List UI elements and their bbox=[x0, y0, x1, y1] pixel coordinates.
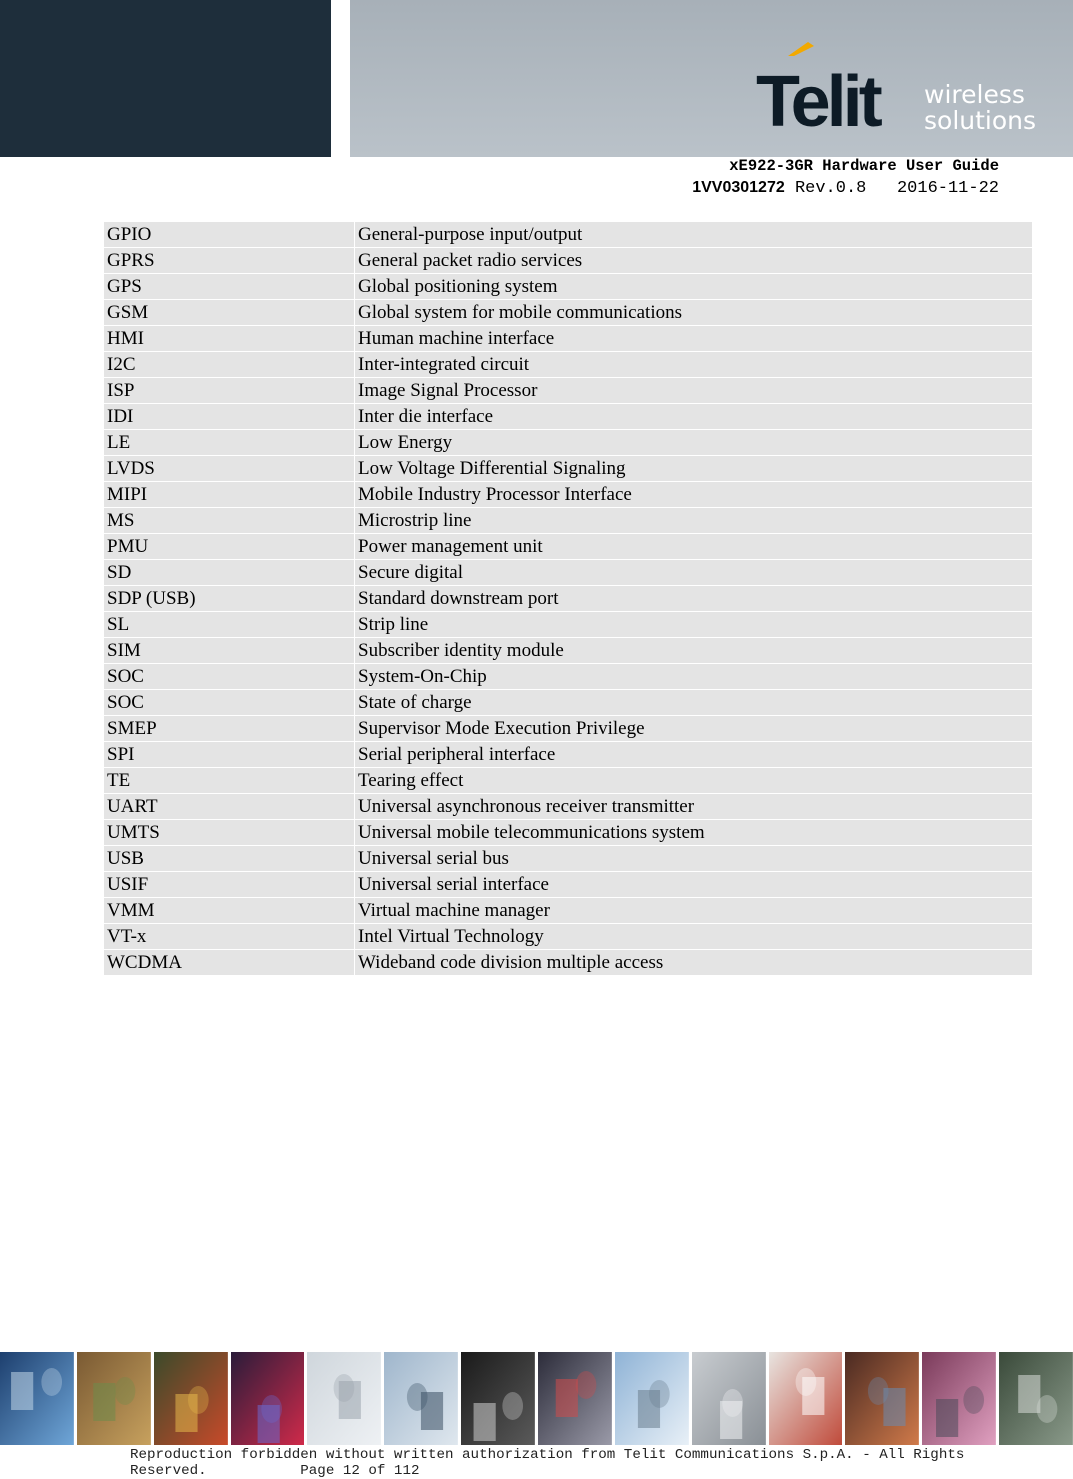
logo-wordmark: Telit bbox=[756, 62, 879, 142]
table-row bbox=[104, 742, 1033, 768]
table-row bbox=[104, 326, 1033, 352]
acronym-meaning: Universal serial interface bbox=[355, 872, 1033, 898]
meter-photo bbox=[692, 1352, 766, 1445]
acronym-meaning: Intel Virtual Technology bbox=[355, 924, 1033, 950]
acronym-abbr: VMM bbox=[104, 898, 355, 924]
acronym-abbr: TE bbox=[104, 768, 355, 794]
train-photo bbox=[845, 1352, 919, 1445]
document-title: xE922-3GR Hardware User Guide bbox=[729, 157, 999, 175]
acronym-abbr: SMEP bbox=[104, 716, 355, 742]
table-row bbox=[104, 638, 1033, 664]
acronym-abbr: MS bbox=[104, 508, 355, 534]
acronym-abbr: SD bbox=[104, 560, 355, 586]
table-row bbox=[104, 222, 1033, 248]
acronym-meaning: Universal mobile telecommunications system bbox=[355, 820, 1033, 846]
acronym-abbr: MIPI bbox=[104, 482, 355, 508]
logo-tagline bbox=[924, 82, 1036, 134]
page-number: Page 12 of 112 bbox=[300, 1463, 420, 1479]
acronym-meaning: Universal serial bus bbox=[355, 846, 1033, 872]
table-row bbox=[104, 898, 1033, 924]
acronym-abbr: SDP (USB) bbox=[104, 586, 355, 612]
acronym-meaning: Mobile Industry Processor Interface bbox=[355, 482, 1033, 508]
acronym-table bbox=[103, 221, 1033, 976]
acronym-abbr: PMU bbox=[104, 534, 355, 560]
logo-accent-icon bbox=[782, 42, 814, 56]
acronym-meaning: General packet radio services bbox=[355, 248, 1033, 274]
cyclist-photo bbox=[384, 1352, 458, 1445]
acronym-abbr: LE bbox=[104, 430, 355, 456]
acronym-meaning: Microstrip line bbox=[355, 508, 1033, 534]
table-row bbox=[104, 872, 1033, 898]
table-row bbox=[104, 820, 1033, 846]
table-row bbox=[104, 664, 1033, 690]
security-camera-photo bbox=[999, 1352, 1073, 1445]
acronym-meaning: Serial peripheral interface bbox=[355, 742, 1033, 768]
card-terminal-photo bbox=[461, 1352, 535, 1445]
table-row bbox=[104, 300, 1033, 326]
table-row bbox=[104, 378, 1033, 404]
acronym-abbr: SPI bbox=[104, 742, 355, 768]
telit-logo bbox=[752, 38, 1042, 143]
acronym-abbr: IDI bbox=[104, 404, 355, 430]
acronym-abbr: SIM bbox=[104, 638, 355, 664]
acronym-meaning: Global positioning system bbox=[355, 274, 1033, 300]
table-row bbox=[104, 248, 1033, 274]
logo-tagline-line1: wireless bbox=[924, 80, 1025, 109]
acronym-meaning: Power management unit bbox=[355, 534, 1033, 560]
table-row bbox=[104, 560, 1033, 586]
acronym-abbr: GPRS bbox=[104, 248, 355, 274]
table-row bbox=[104, 404, 1033, 430]
table-row bbox=[104, 482, 1033, 508]
acronym-table-body bbox=[104, 222, 1033, 976]
laser-lines-photo bbox=[769, 1352, 843, 1445]
footer-copyright: Reproduction forbidden without written authorization from Telit Communications S.p.A. - All Rights bbox=[130, 1447, 965, 1463]
acronym-meaning: Inter-integrated circuit bbox=[355, 352, 1033, 378]
table-row bbox=[104, 586, 1033, 612]
acronym-meaning: Subscriber identity module bbox=[355, 638, 1033, 664]
acronym-meaning: Virtual machine manager bbox=[355, 898, 1033, 924]
acronym-abbr: VT-x bbox=[104, 924, 355, 950]
logo-tagline-line2: solutions bbox=[924, 106, 1037, 135]
acronym-abbr: UMTS bbox=[104, 820, 355, 846]
table-row bbox=[104, 768, 1033, 794]
acronym-meaning: Standard downstream port bbox=[355, 586, 1033, 612]
acronym-meaning: Global system for mobile communications bbox=[355, 300, 1033, 326]
acronym-meaning: System-On-Chip bbox=[355, 664, 1033, 690]
acronym-meaning: Image Signal Processor bbox=[355, 378, 1033, 404]
acronym-meaning: State of charge bbox=[355, 690, 1033, 716]
document-meta bbox=[692, 178, 999, 199]
wind-turbines-photo bbox=[615, 1352, 689, 1445]
acronym-abbr: GPS bbox=[104, 274, 355, 300]
acronym-abbr: LVDS bbox=[104, 456, 355, 482]
table-row bbox=[104, 612, 1033, 638]
acronym-abbr: GSM bbox=[104, 300, 355, 326]
document-date: 2016-11-22 bbox=[896, 179, 999, 198]
acronym-abbr: SOC bbox=[104, 664, 355, 690]
keyboard-photo bbox=[307, 1352, 381, 1445]
traffic-photo bbox=[0, 1352, 74, 1445]
table-row bbox=[104, 534, 1033, 560]
table-row bbox=[104, 950, 1033, 976]
footer-text bbox=[130, 1447, 964, 1479]
acronym-abbr: USB bbox=[104, 846, 355, 872]
clock-display-photo bbox=[231, 1352, 305, 1445]
phone-booth-photo bbox=[77, 1352, 151, 1445]
acronym-abbr: HMI bbox=[104, 326, 355, 352]
table-row bbox=[104, 924, 1033, 950]
containers-photo bbox=[154, 1352, 228, 1445]
acronym-meaning: Low Voltage Differential Signaling bbox=[355, 456, 1033, 482]
acronym-abbr: SOC bbox=[104, 690, 355, 716]
acronym-meaning: Low Energy bbox=[355, 430, 1033, 456]
document-revision: Rev.0.8 bbox=[794, 179, 867, 198]
acronym-meaning: General-purpose input/output bbox=[355, 222, 1033, 248]
acronym-meaning: Strip line bbox=[355, 612, 1033, 638]
acronym-meaning: Human machine interface bbox=[355, 326, 1033, 352]
footer-reserved: Reserved. bbox=[130, 1463, 207, 1479]
acronym-meaning: Universal asynchronous receiver transmitter bbox=[355, 794, 1033, 820]
table-row bbox=[104, 508, 1033, 534]
header-dark-block bbox=[0, 0, 331, 157]
table-row bbox=[104, 352, 1033, 378]
table-row bbox=[104, 274, 1033, 300]
vending-machine-photo bbox=[538, 1352, 612, 1445]
table-row bbox=[104, 456, 1033, 482]
table-row bbox=[104, 430, 1033, 456]
footer-image-strip bbox=[0, 1352, 1073, 1445]
acronym-meaning: Secure digital bbox=[355, 560, 1033, 586]
acronym-meaning: Supervisor Mode Execution Privilege bbox=[355, 716, 1033, 742]
table-row bbox=[104, 690, 1033, 716]
acronym-meaning: Tearing effect bbox=[355, 768, 1033, 794]
acronym-meaning: Wideband code division multiple access bbox=[355, 950, 1033, 976]
acronym-meaning: Inter die interface bbox=[355, 404, 1033, 430]
acronym-abbr: USIF bbox=[104, 872, 355, 898]
acronym-abbr: GPIO bbox=[104, 222, 355, 248]
table-row bbox=[104, 794, 1033, 820]
acronym-abbr: WCDMA bbox=[104, 950, 355, 976]
acronym-abbr: ISP bbox=[104, 378, 355, 404]
document-number: 1VV0301272 bbox=[692, 179, 785, 196]
table-row bbox=[104, 846, 1033, 872]
table-row bbox=[104, 716, 1033, 742]
acronym-abbr: SL bbox=[104, 612, 355, 638]
acronym-abbr: UART bbox=[104, 794, 355, 820]
acronym-abbr: I2C bbox=[104, 352, 355, 378]
printing-photo bbox=[922, 1352, 996, 1445]
